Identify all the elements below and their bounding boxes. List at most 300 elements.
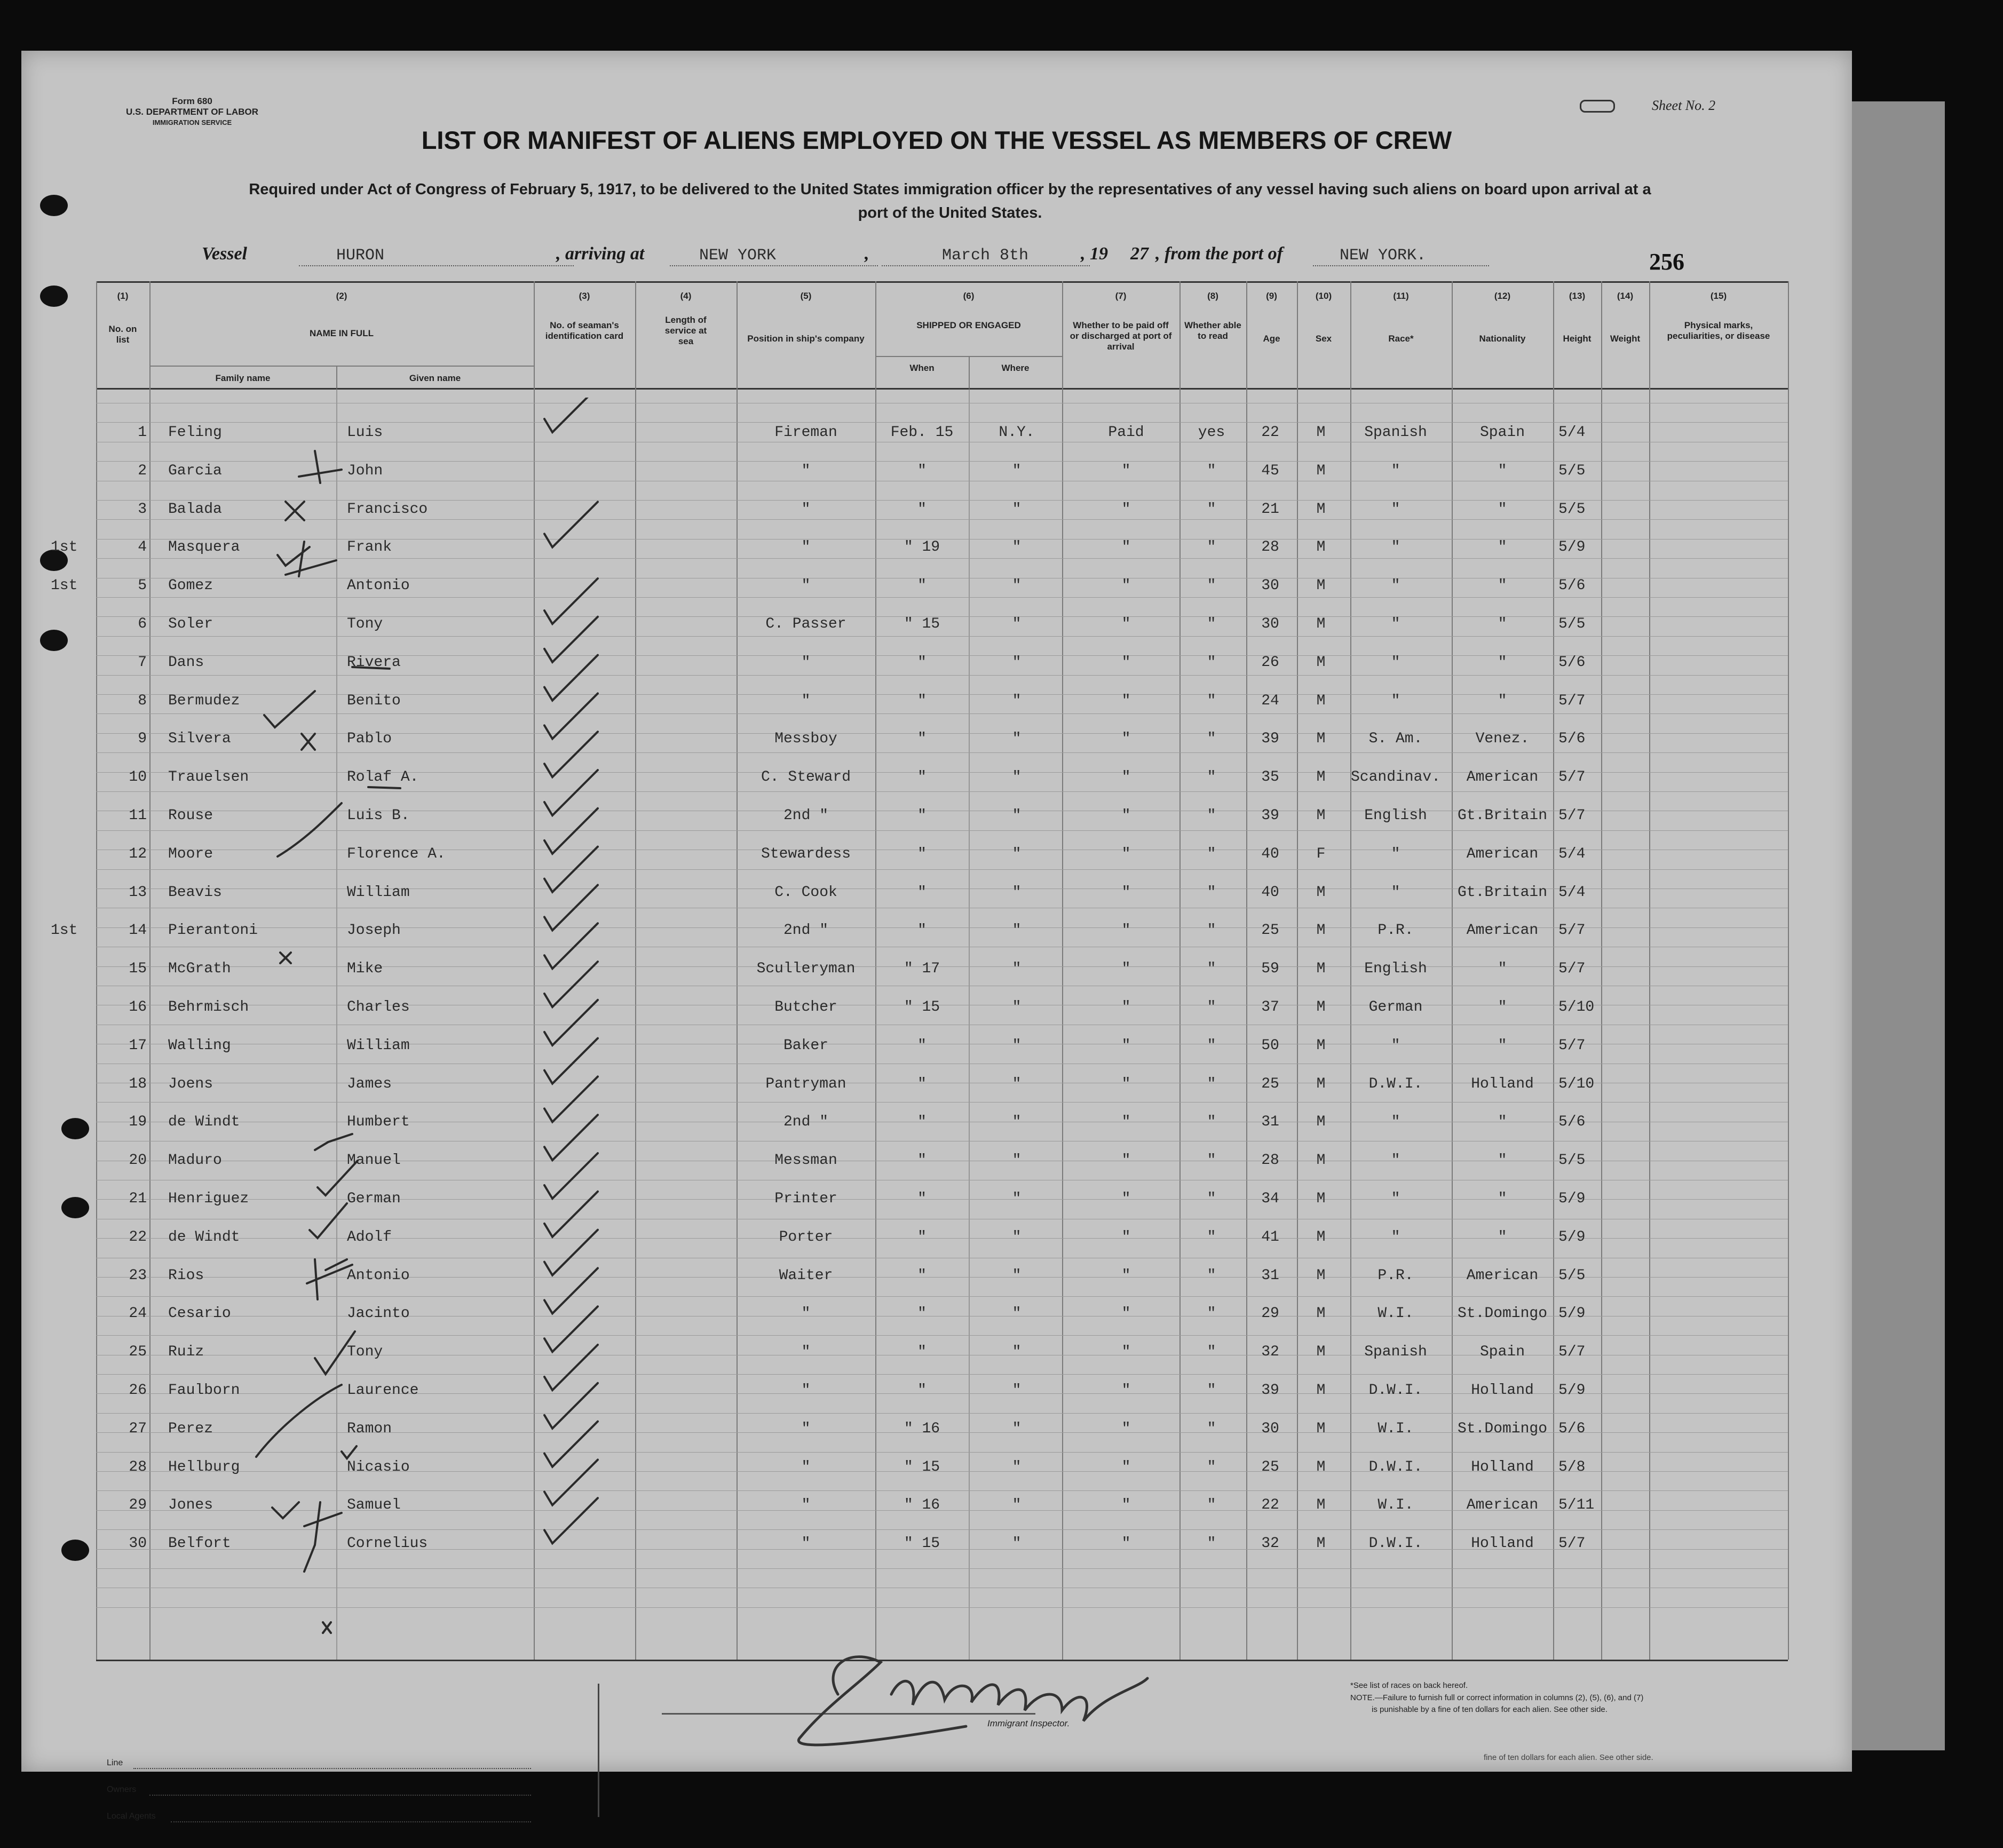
shipped-where: " <box>1012 884 1022 901</box>
able-to-read: " <box>1207 616 1216 632</box>
height: 5/5 <box>1558 1152 1586 1169</box>
able-to-read: " <box>1207 961 1216 978</box>
shipped-where: " <box>1012 501 1022 518</box>
given-name: Luis <box>347 424 383 441</box>
paid-off: " <box>1121 1152 1131 1169</box>
sex: F <box>1316 845 1326 862</box>
row-number: 30 <box>129 1535 147 1552</box>
column-rule <box>149 281 151 1660</box>
column-rule <box>1062 281 1063 1660</box>
row-rule <box>96 422 1788 423</box>
col9-num: (9) <box>1266 291 1277 301</box>
nationality: Holland <box>1471 1458 1534 1476</box>
family-name: Cesario <box>168 1305 231 1322</box>
position: 2nd " <box>783 1114 828 1131</box>
height: 5/4 <box>1558 424 1586 441</box>
arriving-underline <box>670 265 878 266</box>
checkmarks-col3 <box>523 398 662 1641</box>
sex: M <box>1316 731 1326 748</box>
year-prefix: , 19 <box>1081 244 1108 264</box>
col5-label: Position in ship's company <box>747 334 865 344</box>
age: 30 <box>1261 1420 1279 1437</box>
paid-off: " <box>1121 769 1131 786</box>
paid-off: " <box>1121 1305 1131 1322</box>
form-number: Form 680 <box>172 96 212 106</box>
column-rule <box>1601 281 1602 1660</box>
col10-num: (10) <box>1315 291 1332 301</box>
sex: M <box>1316 1037 1326 1054</box>
col1-num: (1) <box>117 291 129 301</box>
shipped-where: " <box>1012 961 1022 978</box>
shipped-where: " <box>1012 1075 1022 1092</box>
position: " <box>801 1305 811 1322</box>
shipped-when: " 15 <box>904 1458 940 1476</box>
family-name: Jones <box>168 1497 213 1514</box>
position: 2nd " <box>783 807 828 824</box>
paid-off: " <box>1121 961 1131 978</box>
given-name: Ramon <box>347 1420 392 1437</box>
shipped-where: " <box>1012 1497 1022 1514</box>
able-to-read: " <box>1207 1267 1216 1284</box>
paid-off: " <box>1121 807 1131 824</box>
shipped-when: " <box>917 1382 927 1399</box>
shipped-when: " <box>917 1152 927 1169</box>
shipped-where: " <box>1012 1420 1022 1437</box>
punch-hole <box>61 1540 89 1561</box>
col9-label: Age <box>1263 334 1280 344</box>
x-mark-icon <box>286 502 304 520</box>
family-name: McGrath <box>168 961 231 978</box>
row-note: 1st <box>51 539 78 556</box>
nationality: " <box>1498 999 1507 1016</box>
family-name: Beavis <box>168 884 222 901</box>
nationality: Gt.Britain <box>1457 807 1548 824</box>
age: 32 <box>1261 1344 1279 1361</box>
paid-off: " <box>1121 1420 1131 1437</box>
height: 5/5 <box>1558 1267 1586 1284</box>
race: Scandinav. <box>1350 769 1441 786</box>
height: 5/9 <box>1558 1191 1586 1207</box>
note-races: *See list of races on back hereof. <box>1350 1681 1468 1690</box>
stroke-mark-icon <box>278 803 342 856</box>
row-number: 24 <box>129 1305 147 1322</box>
nationality: " <box>1498 654 1507 671</box>
row-number: 21 <box>129 1191 147 1207</box>
row-number: 17 <box>129 1037 147 1054</box>
inspector-label: Immigrant Inspector. <box>987 1718 1070 1728</box>
column-rule <box>1553 281 1554 1660</box>
shipped-when: " <box>917 1305 927 1322</box>
given-name: William <box>347 884 410 901</box>
col11-num: (11) <box>1393 291 1409 301</box>
shipped-when: " <box>917 922 927 939</box>
sex: M <box>1316 1228 1326 1246</box>
nationality: " <box>1498 692 1507 709</box>
age: 25 <box>1261 922 1279 939</box>
from-underline <box>1313 265 1489 266</box>
able-to-read: " <box>1207 1075 1216 1092</box>
row-number: 28 <box>129 1458 147 1476</box>
col2-family: Family name <box>215 373 271 383</box>
race: " <box>1391 1037 1400 1054</box>
age: 25 <box>1261 1075 1279 1092</box>
age: 40 <box>1261 884 1279 901</box>
row-number: 18 <box>129 1075 147 1092</box>
nationality: " <box>1498 577 1507 594</box>
paid-off: " <box>1121 1228 1131 1246</box>
shipped-where: " <box>1012 577 1022 594</box>
shipped-when: " 15 <box>904 616 940 632</box>
race: " <box>1391 884 1400 901</box>
nationality: " <box>1498 1191 1507 1207</box>
race: P.R. <box>1377 922 1414 939</box>
position: Pantryman <box>765 1075 846 1092</box>
able-to-read: " <box>1207 1420 1216 1437</box>
position: Stewardess <box>761 845 851 862</box>
family-name: Hellburg <box>168 1458 240 1476</box>
check-mark-icon <box>315 1331 355 1374</box>
height: 5/8 <box>1558 1458 1586 1476</box>
nationality: St.Domingo <box>1457 1305 1548 1322</box>
height: 5/4 <box>1558 845 1586 862</box>
column-rule <box>1246 281 1247 1660</box>
cross-mark-icon <box>299 451 342 483</box>
nationality: American <box>1466 845 1539 862</box>
check-mark-icon <box>544 578 598 624</box>
row-number: 12 <box>129 845 147 862</box>
family-name: Masquera <box>168 539 240 556</box>
x-mark-icon <box>280 953 291 963</box>
sex: M <box>1316 1458 1326 1476</box>
height: 5/6 <box>1558 577 1586 594</box>
col8-num: (8) <box>1207 291 1218 301</box>
given-name: German <box>347 1191 401 1207</box>
shipped-when: " <box>917 462 927 479</box>
age: 30 <box>1261 616 1279 632</box>
given-name: Luis B. <box>347 807 410 824</box>
family-name: Balada <box>168 501 222 518</box>
age: 26 <box>1261 654 1279 671</box>
able-to-read: " <box>1207 577 1216 594</box>
height: 5/11 <box>1558 1497 1595 1514</box>
nationality: Spain <box>1479 424 1525 441</box>
position: " <box>801 539 811 556</box>
sex: M <box>1316 1382 1326 1399</box>
given-name: Rolaf A. <box>347 769 419 786</box>
height: 5/9 <box>1558 1382 1586 1399</box>
stroke-mark-icon <box>256 1385 342 1457</box>
dash-mark-icon <box>368 787 400 788</box>
position: " <box>801 1344 811 1361</box>
age: 39 <box>1261 731 1279 748</box>
paid-off: " <box>1121 1535 1131 1552</box>
date-comma: , <box>865 244 869 264</box>
sex: M <box>1316 692 1326 709</box>
height: 5/9 <box>1558 1228 1586 1246</box>
position: C. Cook <box>774 884 837 901</box>
nationality: " <box>1498 961 1507 978</box>
shipped-where: " <box>1012 807 1022 824</box>
dash-mark-icon <box>352 667 390 669</box>
height: 5/7 <box>1558 769 1586 786</box>
position: Messman <box>774 1152 837 1169</box>
able-to-read: " <box>1207 1497 1216 1514</box>
sex: M <box>1316 922 1326 939</box>
check-cross-icon <box>278 542 336 576</box>
family-name: Moore <box>168 845 213 862</box>
paid-off: " <box>1121 845 1131 862</box>
col2-subrule <box>149 366 534 367</box>
from-label: , from the port of <box>1155 244 1283 264</box>
able-to-read: " <box>1207 1191 1216 1207</box>
sex: M <box>1316 539 1326 556</box>
shipped-when: " <box>917 1075 927 1092</box>
height: 5/10 <box>1558 1075 1595 1092</box>
paid-off: " <box>1121 692 1131 709</box>
race: " <box>1391 845 1400 862</box>
height: 5/5 <box>1558 616 1586 632</box>
height: 5/6 <box>1558 1114 1586 1131</box>
position: " <box>801 501 811 518</box>
age: 41 <box>1261 1228 1279 1246</box>
able-to-read: " <box>1207 845 1216 862</box>
able-to-read: " <box>1207 1228 1216 1246</box>
able-to-read: " <box>1207 462 1216 479</box>
position: 2nd " <box>783 922 828 939</box>
paid-off: " <box>1121 462 1131 479</box>
col4-label: Length of service at sea <box>664 315 707 346</box>
table-header-rule <box>96 388 1788 390</box>
shipped-when: " <box>917 1267 927 1284</box>
shipped-when: " <box>917 577 927 594</box>
column-rule <box>1649 281 1650 1660</box>
shipped-when: " <box>917 1114 927 1131</box>
check-mark-icon <box>544 502 598 547</box>
shipped-where: " <box>1012 1305 1022 1322</box>
able-to-read: " <box>1207 654 1216 671</box>
shipped-when: " 19 <box>904 539 940 556</box>
check-mark-icon <box>310 1203 347 1238</box>
nationality: American <box>1466 1267 1539 1284</box>
given-name: John <box>347 462 383 479</box>
shipped-when: " 17 <box>904 961 940 978</box>
able-to-read: " <box>1207 1458 1216 1476</box>
race: English <box>1364 807 1427 824</box>
sex: M <box>1316 1305 1326 1322</box>
given-name: Charles <box>347 999 410 1016</box>
sex: M <box>1316 1420 1326 1437</box>
given-name: Adolf <box>347 1228 392 1246</box>
given-name: Joseph <box>347 922 401 939</box>
nationality: " <box>1498 539 1507 556</box>
row-number: 20 <box>129 1152 147 1169</box>
col7-num: (7) <box>1115 291 1127 301</box>
shipped-when: " <box>917 501 927 518</box>
family-name: de Windt <box>168 1114 240 1131</box>
row-number: 1 <box>138 424 147 441</box>
family-name: Joens <box>168 1075 213 1092</box>
sex: M <box>1316 1191 1326 1207</box>
race: W.I. <box>1377 1420 1414 1437</box>
age: 28 <box>1261 539 1279 556</box>
family-name: Feling <box>168 424 222 441</box>
year: 27 <box>1130 244 1149 264</box>
row-note: 1st <box>51 922 78 939</box>
able-to-read: " <box>1207 692 1216 709</box>
paid-off: " <box>1121 731 1131 748</box>
sheet-number: Sheet No. 2 <box>1652 98 1716 113</box>
given-name: Tony <box>347 1344 383 1361</box>
col14-label: Weight <box>1610 334 1641 344</box>
age: 37 <box>1261 999 1279 1016</box>
shipped-where: " <box>1012 1191 1022 1207</box>
able-to-read: " <box>1207 769 1216 786</box>
given-name: Tony <box>347 616 383 632</box>
shipped-where: " <box>1012 654 1022 671</box>
form-id-block <box>101 96 283 128</box>
paid-off: " <box>1121 577 1131 594</box>
shipped-where: " <box>1012 1382 1022 1399</box>
shipped-when: " <box>917 654 927 671</box>
row-number: 13 <box>129 884 147 901</box>
given-name: Laurence <box>347 1382 419 1399</box>
sex: M <box>1316 1535 1326 1552</box>
col7-label: Whether to be paid off or discharged at port of arrival <box>1070 320 1172 352</box>
race: D.W.I. <box>1368 1535 1423 1552</box>
position: Sculleryman <box>756 961 856 978</box>
race: W.I. <box>1377 1305 1414 1322</box>
row-number: 22 <box>129 1228 147 1246</box>
age: 34 <box>1261 1191 1279 1207</box>
family-name: Gomez <box>168 577 213 594</box>
height: 5/7 <box>1558 961 1586 978</box>
able-to-read: " <box>1207 807 1216 824</box>
sheet-stamp-number: 256 <box>1649 249 1684 275</box>
row-number: 11 <box>129 807 147 824</box>
height: 5/5 <box>1558 462 1586 479</box>
row-number: 10 <box>129 769 147 786</box>
age: 25 <box>1261 1458 1279 1476</box>
position: " <box>801 1535 811 1552</box>
race: " <box>1391 539 1400 556</box>
family-name: Rios <box>168 1267 204 1284</box>
position: " <box>801 654 811 671</box>
given-name: Manuel <box>347 1152 401 1169</box>
subtitle-line-1: Required under Act of Congress of February 5, 1917, to be delivered to the United States immigration officer by the representatives of any vessel having such aliens on board upon arrival at a <box>249 181 1651 198</box>
race: S. Am. <box>1368 731 1423 748</box>
race: English <box>1364 961 1427 978</box>
age: 30 <box>1261 577 1279 594</box>
family-name: Belfort <box>168 1535 231 1552</box>
manifest-page <box>21 51 1852 1821</box>
row-number: 23 <box>129 1267 147 1284</box>
sex: M <box>1316 769 1326 786</box>
family-name: Soler <box>168 616 213 632</box>
col3-label: No. of seaman's identification card <box>545 320 624 341</box>
age: 31 <box>1261 1267 1279 1284</box>
position: " <box>801 1420 811 1437</box>
shipped-when: " <box>917 845 927 862</box>
paid-off: " <box>1121 1191 1131 1207</box>
inspector-signature <box>763 1614 1206 1764</box>
paid-off: " <box>1121 1267 1131 1284</box>
given-name: Florence A. <box>347 845 446 862</box>
punch-hole <box>40 285 68 307</box>
arriving-label: , arriving at <box>556 244 645 264</box>
paid-off: " <box>1121 1075 1131 1092</box>
footer-divider <box>598 1684 599 1817</box>
corner-mark-icon <box>1580 100 1615 113</box>
position: Butcher <box>774 999 837 1016</box>
race: " <box>1391 616 1400 632</box>
position: " <box>801 1458 811 1476</box>
row-number: 15 <box>129 961 147 978</box>
position: Messboy <box>774 731 837 748</box>
race: " <box>1391 1114 1400 1131</box>
age: 24 <box>1261 692 1279 709</box>
col11-label: Race* <box>1388 334 1414 344</box>
shipped-when: " 15 <box>904 999 940 1016</box>
col12-label: Nationality <box>1479 334 1526 344</box>
paid-off: " <box>1121 1497 1131 1514</box>
sex: M <box>1316 999 1326 1016</box>
race: " <box>1391 462 1400 479</box>
paid-off: " <box>1121 1344 1131 1361</box>
family-name: Maduro <box>168 1152 222 1169</box>
shipped-where: " <box>1012 1535 1022 1552</box>
race: " <box>1391 1191 1400 1207</box>
height: 5/7 <box>1558 922 1586 939</box>
sex: M <box>1316 1267 1326 1284</box>
given-name: Antonio <box>347 577 410 594</box>
family-name: Behrmisch <box>168 999 249 1016</box>
department: U.S. DEPARTMENT OF LABOR <box>125 107 259 117</box>
col3-num: (3) <box>579 291 590 301</box>
name-annotations <box>235 435 512 1641</box>
paid-off: " <box>1121 1382 1131 1399</box>
nationality: Venez. <box>1475 731 1530 748</box>
height: 5/6 <box>1558 1420 1586 1437</box>
column-rule <box>1788 281 1789 1660</box>
family-name: Rouse <box>168 807 213 824</box>
race: D.W.I. <box>1368 1075 1423 1092</box>
nationality: " <box>1498 616 1507 632</box>
col8-label: Whether able to read <box>1184 320 1241 341</box>
nationality: American <box>1466 1497 1539 1514</box>
row-number: 29 <box>129 1497 147 1514</box>
race: P.R. <box>1377 1267 1414 1284</box>
shipped-where: " <box>1012 1267 1022 1284</box>
position: " <box>801 462 811 479</box>
row-number: 6 <box>138 616 147 632</box>
height: 5/6 <box>1558 731 1586 748</box>
nationality: " <box>1498 1114 1507 1131</box>
shipped-where: " <box>1012 922 1022 939</box>
nationality: " <box>1498 462 1507 479</box>
race: Spanish <box>1364 424 1427 441</box>
col6-label: SHIPPED OR ENGAGED <box>916 320 1021 330</box>
line-label: Line <box>107 1758 123 1767</box>
row-number: 9 <box>138 731 147 748</box>
shipped-where: " <box>1012 692 1022 709</box>
race: German <box>1368 999 1423 1016</box>
given-name: James <box>347 1075 392 1092</box>
column-rule <box>1297 281 1298 1660</box>
race: " <box>1391 577 1400 594</box>
shipped-when: " 16 <box>904 1420 940 1437</box>
paid-off: " <box>1121 654 1131 671</box>
sex: M <box>1316 807 1326 824</box>
